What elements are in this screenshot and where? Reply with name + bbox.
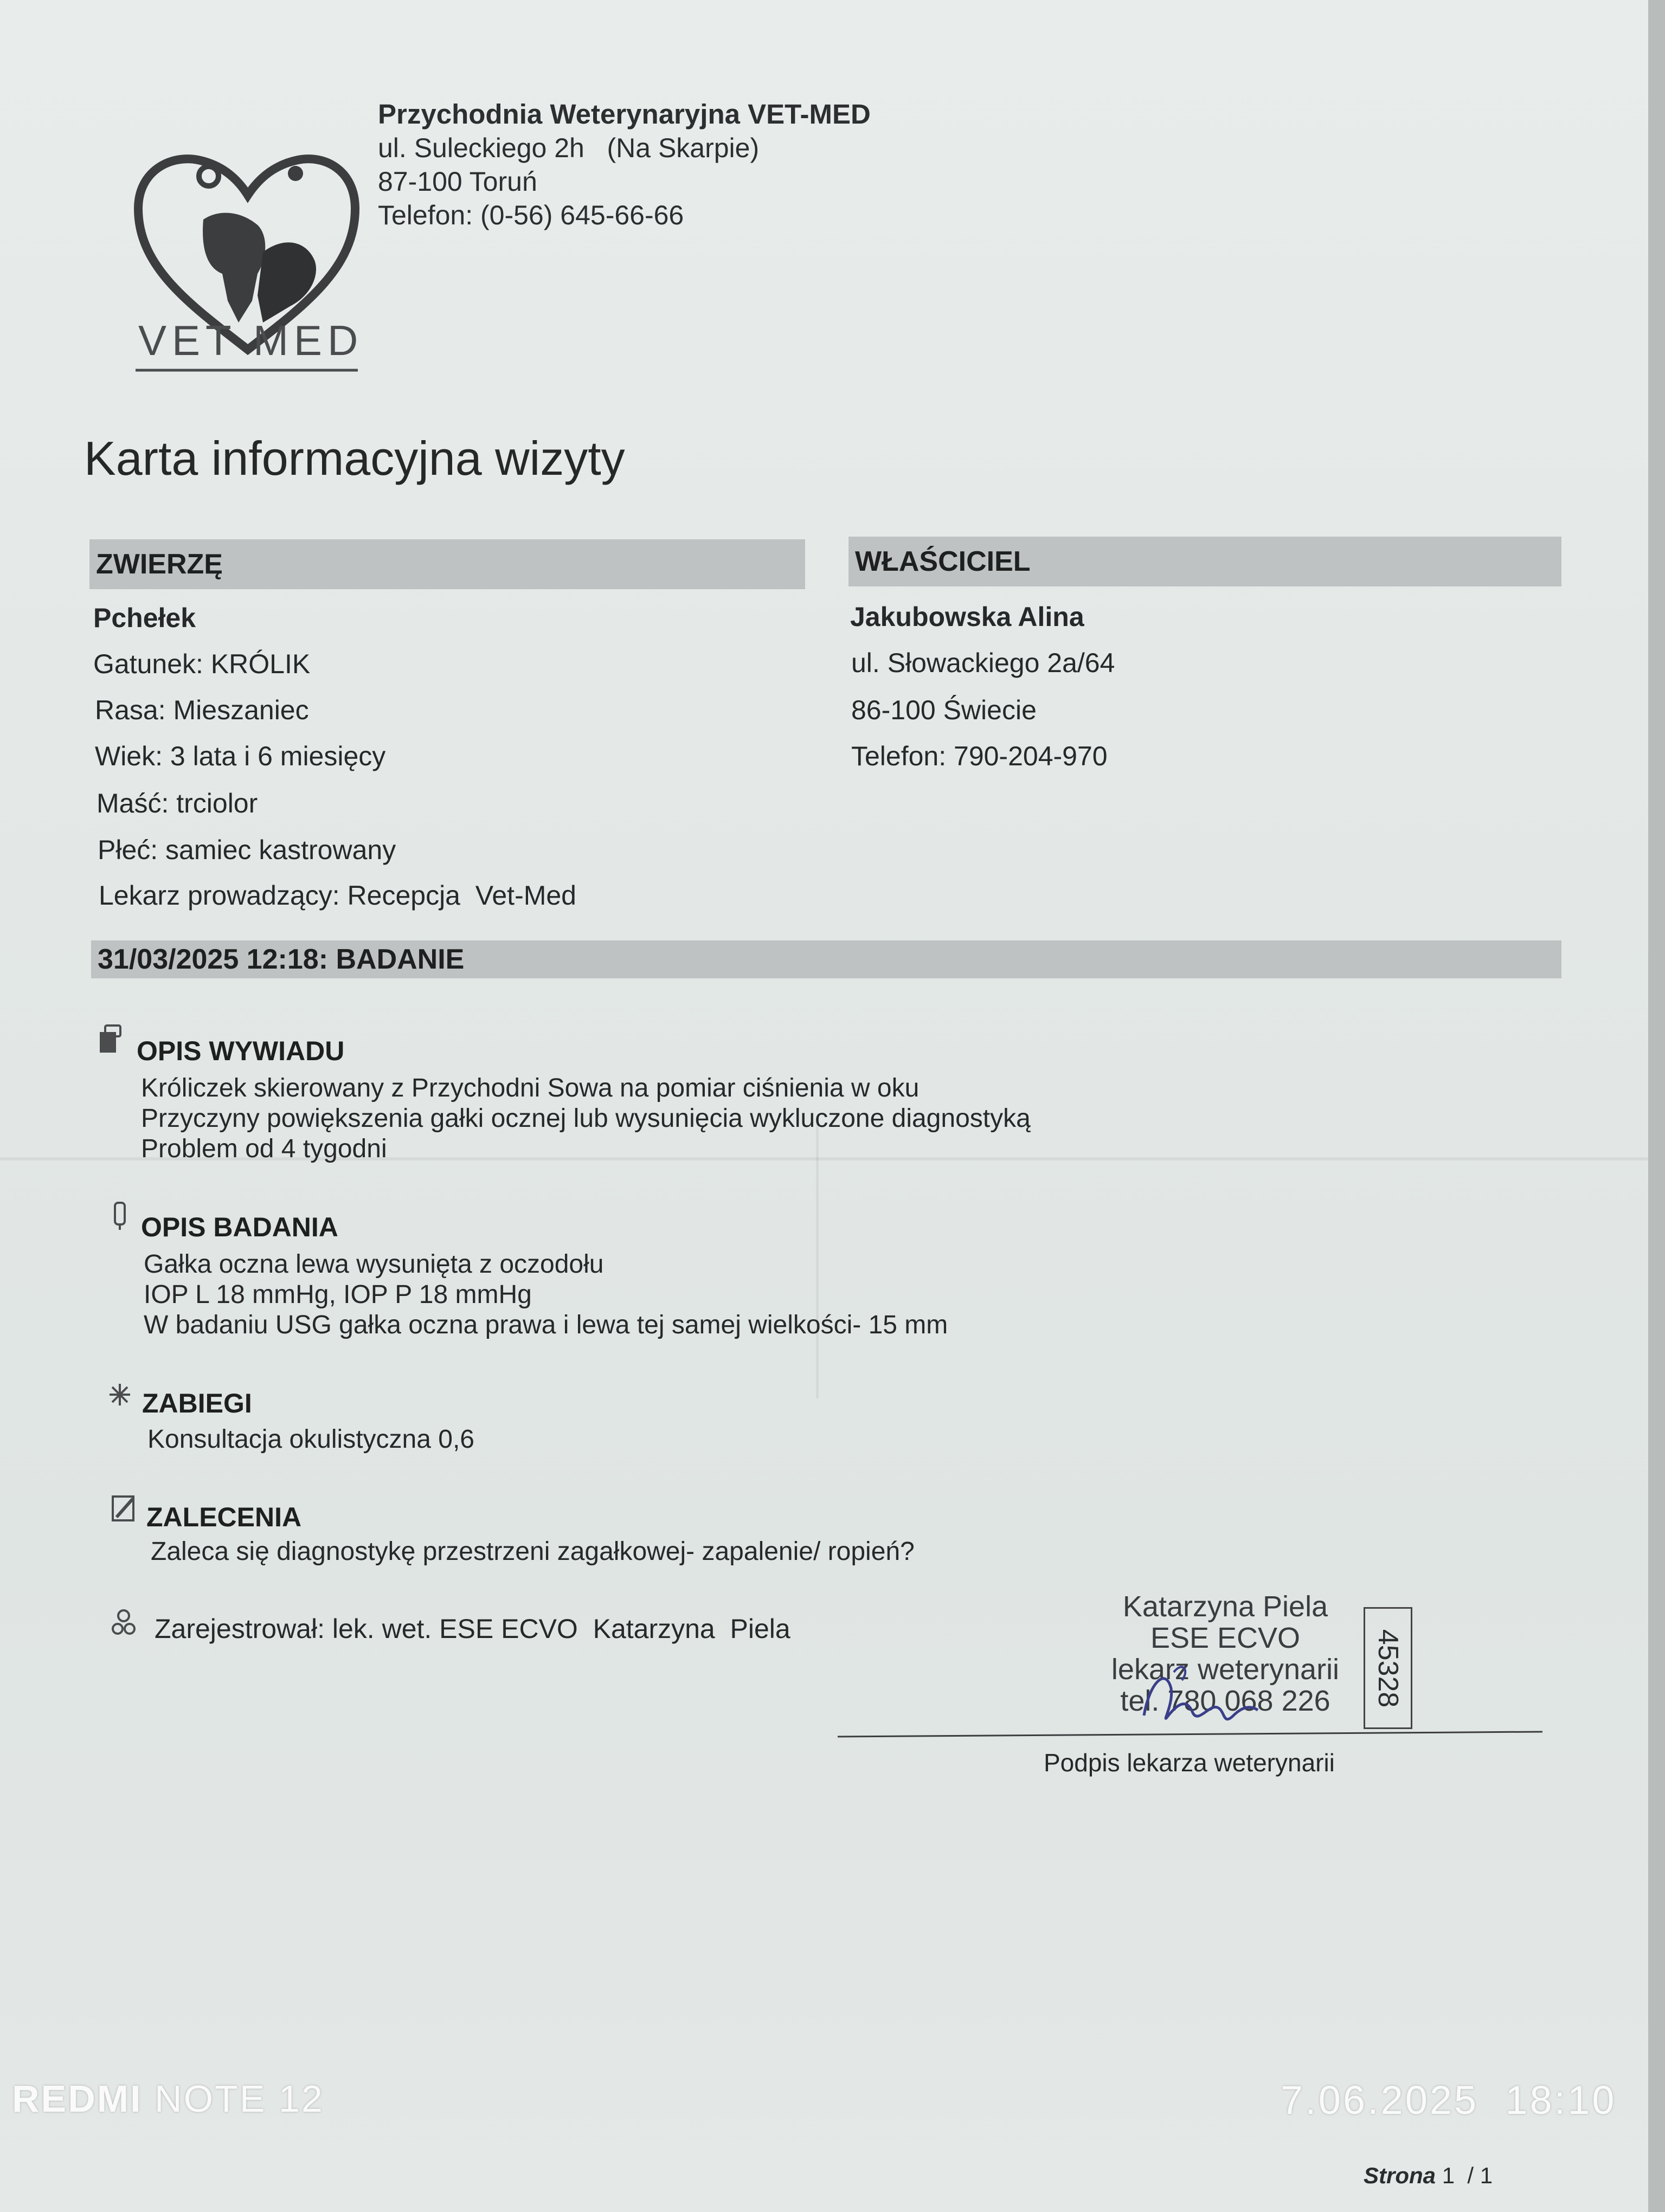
document-title: Karta informacyjna wizyty: [84, 431, 625, 485]
page-label: Strona: [1364, 2163, 1436, 2188]
recommendation-icon: [111, 1493, 136, 1524]
section-title-recommendations: ZALECENIA: [146, 1502, 302, 1532]
procedure-icon: [107, 1379, 132, 1410]
camera-brand-model: NOTE 12: [142, 2078, 324, 2120]
signature: [1128, 1650, 1269, 1737]
section-line: Konsultacja okulistyczna 0,6: [147, 1425, 474, 1454]
section-title-interview: OPIS WYWIADU: [137, 1036, 345, 1066]
owner-header: WŁAŚCICIEL: [848, 537, 1561, 586]
section-line: Zaleca się diagnostykę przestrzeni zagałkowej- zapalenie/ ropień?: [151, 1537, 915, 1566]
owner-name: Jakubowska Alina: [850, 602, 1084, 632]
registered-by: Zarejestrował: lek. wet. ESE ECVO Katarzyna Piela: [155, 1614, 790, 1644]
section-line: IOP L 18 mmHg, IOP P 18 mmHg: [144, 1280, 532, 1309]
owner-city: 86-100 Świecie: [851, 695, 1037, 725]
section-body-interview: [141, 1073, 1031, 1164]
owner-phone: Telefon: 790-204-970: [851, 741, 1108, 771]
owner-street: ul. Słowackiego 2a/64: [851, 648, 1115, 678]
stamp-role: lekarz weterynarii: [1111, 1653, 1340, 1686]
page-value: 1 / 1: [1442, 2163, 1493, 2188]
section-body-procedures: [147, 1424, 474, 1455]
section-line: Problem od 4 tygodni: [141, 1134, 387, 1163]
license-number-box: [1364, 1607, 1412, 1729]
clinic-phone: Telefon: (0-56) 645-66-66: [378, 200, 684, 230]
camera-watermark-brand: [12, 2077, 324, 2120]
visit-header: 31/03/2025 12:18: BADANIE: [91, 940, 1561, 978]
clinic-info: [378, 98, 871, 232]
clinic-street: ul. Suleckiego 2h (Na Skarpie): [378, 133, 760, 163]
license-number: 45328: [1372, 1629, 1404, 1707]
user-icon: [111, 1607, 136, 1637]
stamp-name: Katarzyna Piela: [1122, 1590, 1328, 1623]
animal-doctor: Lekarz prowadzący: Recepcja Vet-Med: [99, 880, 576, 911]
animal-header: ZWIERZĘ: [89, 539, 805, 589]
animal-age: Wiek: 3 lata i 6 miesięcy: [95, 741, 386, 771]
clinic-name: Przychodnia Weterynaryjna VET-MED: [378, 99, 871, 130]
paper-edge: [1648, 0, 1665, 2212]
camera-watermark-datetime: 7.06.2025 18:10: [1281, 2078, 1617, 2123]
interview-icon: [98, 1024, 123, 1055]
page-number: [1364, 2163, 1493, 2189]
animal-color: Maść: trciolor: [97, 788, 258, 818]
clinic-logo: [127, 144, 369, 382]
section-body-recommendations: [151, 1537, 915, 1567]
exam-icon: [108, 1201, 133, 1231]
stamp-title: ESE ECVO: [1150, 1622, 1301, 1654]
animal-species: Gatunek: KRÓLIK: [93, 649, 311, 679]
animal-breed: Rasa: Mieszaniec: [95, 695, 309, 725]
logo-text: VET MED: [138, 317, 364, 364]
section-line: Króliczek skierowany z Przychodni Sowa na pomiar ciśnienia w oku: [141, 1074, 920, 1102]
signature-label: Podpis lekarza weterynarii: [1044, 1749, 1335, 1777]
section-line: Przyczyny powiększenia gałki ocznej lub wysunięcia wykluczone diagnostyką: [141, 1104, 1031, 1133]
animal-name: Pchełek: [93, 603, 196, 633]
stamp-phone: tel. 780 068 226: [1120, 1685, 1330, 1717]
clinic-city: 87-100 Toruń: [378, 166, 537, 197]
animal-sex: Płeć: samiec kastrowany: [98, 835, 396, 865]
section-line: W badaniu USG gałka oczna prawa i lewa tej samej wielkości- 15 mm: [144, 1311, 948, 1339]
camera-brand-bold: REDMI: [12, 2078, 143, 2120]
section-title-exam: OPIS BADANIA: [141, 1212, 338, 1242]
section-body-exam: [144, 1249, 948, 1340]
section-title-procedures: ZABIEGI: [142, 1388, 252, 1418]
section-line: Gałka oczna lewa wysunięta z oczodołu: [144, 1250, 604, 1279]
